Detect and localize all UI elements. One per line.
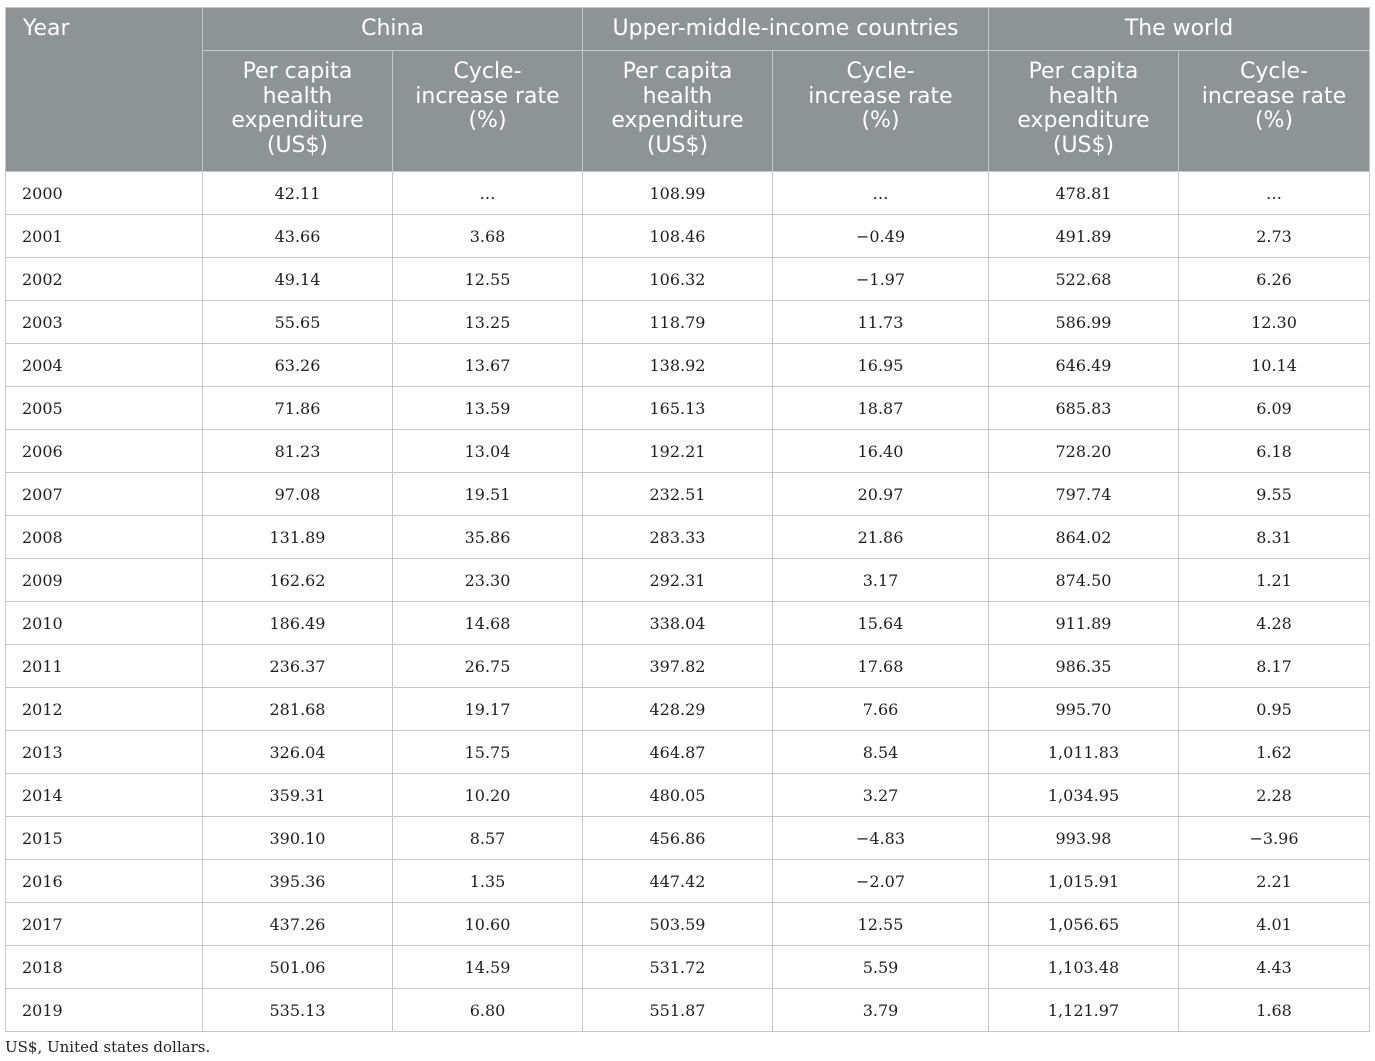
table-row bbox=[6, 215, 1370, 258]
table-cell: 16.40 bbox=[773, 430, 989, 473]
table-cell: 19.51 bbox=[393, 473, 583, 516]
table-cell: 8.54 bbox=[773, 731, 989, 774]
table-cell: 118.79 bbox=[583, 301, 773, 344]
header-text-line: (%) bbox=[1254, 108, 1294, 133]
table-cell: −3.96 bbox=[1179, 817, 1370, 860]
table-cell: 3.27 bbox=[773, 774, 989, 817]
header-text-line: expenditure bbox=[231, 108, 364, 133]
table-cell: 995.70 bbox=[989, 688, 1179, 731]
header-text-line: increase rate bbox=[808, 83, 953, 109]
cell-year: 2009 bbox=[6, 559, 203, 602]
table-row bbox=[6, 258, 1370, 301]
cell-year: 2012 bbox=[6, 688, 203, 731]
header-year: Year bbox=[6, 8, 203, 172]
table-cell: 3.68 bbox=[393, 215, 583, 258]
table-cell: 535.13 bbox=[203, 989, 393, 1032]
table-cell: 1,103.48 bbox=[989, 946, 1179, 989]
table-row bbox=[6, 774, 1370, 817]
table-cell: 1,015.91 bbox=[989, 860, 1179, 903]
table-row bbox=[6, 559, 1370, 602]
table-cell: 15.64 bbox=[773, 602, 989, 645]
table-cell: 7.66 bbox=[773, 688, 989, 731]
header-world-expenditure bbox=[989, 51, 1179, 172]
table-cell: 283.33 bbox=[583, 516, 773, 559]
table-row bbox=[6, 731, 1370, 774]
table-cell: 1.35 bbox=[393, 860, 583, 903]
table-cell: 6.26 bbox=[1179, 258, 1370, 301]
table-cell: 9.55 bbox=[1179, 473, 1370, 516]
table-cell: 10.20 bbox=[393, 774, 583, 817]
cell-year: 2003 bbox=[6, 301, 203, 344]
table-cell: 10.60 bbox=[393, 903, 583, 946]
table-cell: 13.25 bbox=[393, 301, 583, 344]
health-expenditure-table-container bbox=[5, 7, 1369, 1032]
table-cell: 3.79 bbox=[773, 989, 989, 1032]
header-text-line: expenditure bbox=[611, 108, 744, 133]
table-cell: 685.83 bbox=[989, 387, 1179, 430]
table-cell: 551.87 bbox=[583, 989, 773, 1032]
table-row bbox=[6, 430, 1370, 473]
table-row bbox=[6, 903, 1370, 946]
table-row bbox=[6, 516, 1370, 559]
cell-year: 2000 bbox=[6, 172, 203, 215]
table-cell: 13.67 bbox=[393, 344, 583, 387]
header-text-line: health bbox=[262, 83, 333, 109]
table-cell: 4.43 bbox=[1179, 946, 1370, 989]
cell-year: 2017 bbox=[6, 903, 203, 946]
table-cell: 993.98 bbox=[989, 817, 1179, 860]
table-cell: −4.83 bbox=[773, 817, 989, 860]
table-cell: 1.68 bbox=[1179, 989, 1370, 1032]
table-cell: 6.80 bbox=[393, 989, 583, 1032]
table-cell: 2.21 bbox=[1179, 860, 1370, 903]
table-cell: 35.86 bbox=[393, 516, 583, 559]
table-row bbox=[6, 387, 1370, 430]
table-cell: … bbox=[393, 172, 583, 215]
cell-year: 2010 bbox=[6, 602, 203, 645]
table-cell: 14.59 bbox=[393, 946, 583, 989]
table-cell: 13.59 bbox=[393, 387, 583, 430]
table-row bbox=[6, 645, 1370, 688]
table-cell: 531.72 bbox=[583, 946, 773, 989]
table-cell: 1,034.95 bbox=[989, 774, 1179, 817]
header-china-rate bbox=[393, 51, 583, 172]
table-cell: 338.04 bbox=[583, 602, 773, 645]
table-cell: 108.46 bbox=[583, 215, 773, 258]
cell-year: 2006 bbox=[6, 430, 203, 473]
table-cell: 162.62 bbox=[203, 559, 393, 602]
table-cell: 15.75 bbox=[393, 731, 583, 774]
table-cell: 911.89 bbox=[989, 602, 1179, 645]
header-group-china: China bbox=[203, 8, 583, 51]
table-cell: 6.18 bbox=[1179, 430, 1370, 473]
header-text-line: Cycle- bbox=[846, 59, 915, 84]
table-cell: 359.31 bbox=[203, 774, 393, 817]
table-cell: 4.28 bbox=[1179, 602, 1370, 645]
table-cell: 20.97 bbox=[773, 473, 989, 516]
table-cell: 138.92 bbox=[583, 344, 773, 387]
table-cell: 10.14 bbox=[1179, 344, 1370, 387]
table-cell: 55.65 bbox=[203, 301, 393, 344]
header-text-line: (US$) bbox=[266, 132, 329, 158]
table-cell: 390.10 bbox=[203, 817, 393, 860]
header-text-line: Cycle- bbox=[453, 59, 522, 84]
table-cell: 501.06 bbox=[203, 946, 393, 989]
table-cell: 0.95 bbox=[1179, 688, 1370, 731]
table-cell: 11.73 bbox=[773, 301, 989, 344]
table-row bbox=[6, 989, 1370, 1032]
cell-year: 2019 bbox=[6, 989, 203, 1032]
header-text-line: Per capita bbox=[242, 59, 353, 84]
cell-year: 2016 bbox=[6, 860, 203, 903]
table-cell: 23.30 bbox=[393, 559, 583, 602]
table-body bbox=[6, 172, 1370, 1032]
table-cell: 165.13 bbox=[583, 387, 773, 430]
cell-year: 2018 bbox=[6, 946, 203, 989]
header-umic-rate bbox=[773, 51, 989, 172]
header-text-line: (US$) bbox=[646, 132, 709, 158]
table-cell: 437.26 bbox=[203, 903, 393, 946]
table-cell: 586.99 bbox=[989, 301, 1179, 344]
table-cell: 326.04 bbox=[203, 731, 393, 774]
table-row bbox=[6, 172, 1370, 215]
table-cell: 21.86 bbox=[773, 516, 989, 559]
table-cell: 236.37 bbox=[203, 645, 393, 688]
table-cell: 646.49 bbox=[989, 344, 1179, 387]
table-cell: 17.68 bbox=[773, 645, 989, 688]
table-footnote: US$, United states dollars. bbox=[5, 1038, 211, 1056]
header-text-line: (%) bbox=[468, 108, 507, 133]
table-cell: 3.17 bbox=[773, 559, 989, 602]
cell-year: 2013 bbox=[6, 731, 203, 774]
header-text-line: Cycle- bbox=[1239, 59, 1309, 84]
table-cell: 4.01 bbox=[1179, 903, 1370, 946]
table-cell: 428.29 bbox=[583, 688, 773, 731]
table-cell: 464.87 bbox=[583, 731, 773, 774]
table-cell: 2.73 bbox=[1179, 215, 1370, 258]
header-group-world: The world bbox=[989, 8, 1370, 51]
table-cell: 108.99 bbox=[583, 172, 773, 215]
table-cell: 395.36 bbox=[203, 860, 393, 903]
table-cell: −2.07 bbox=[773, 860, 989, 903]
cell-year: 2004 bbox=[6, 344, 203, 387]
header-text-line: increase rate bbox=[1201, 83, 1347, 109]
cell-year: 2014 bbox=[6, 774, 203, 817]
table-cell: 106.32 bbox=[583, 258, 773, 301]
table-cell: 43.66 bbox=[203, 215, 393, 258]
table-cell: 8.31 bbox=[1179, 516, 1370, 559]
header-text-line: expenditure bbox=[1017, 108, 1150, 133]
table-row bbox=[6, 688, 1370, 731]
table-cell: 456.86 bbox=[583, 817, 773, 860]
header-umic-expenditure bbox=[583, 51, 773, 172]
table-cell: 1.62 bbox=[1179, 731, 1370, 774]
cell-year: 2005 bbox=[6, 387, 203, 430]
cell-year: 2002 bbox=[6, 258, 203, 301]
table-cell: 26.75 bbox=[393, 645, 583, 688]
table-cell: 2.28 bbox=[1179, 774, 1370, 817]
table-cell: 8.57 bbox=[393, 817, 583, 860]
table-cell: 12.55 bbox=[773, 903, 989, 946]
table-cell: 81.23 bbox=[203, 430, 393, 473]
header-text-line: health bbox=[642, 83, 713, 109]
table-cell: 728.20 bbox=[989, 430, 1179, 473]
table-cell: 192.21 bbox=[583, 430, 773, 473]
table-cell: 12.55 bbox=[393, 258, 583, 301]
table-cell: 864.02 bbox=[989, 516, 1179, 559]
health-expenditure-table bbox=[5, 7, 1370, 1032]
table-cell: 874.50 bbox=[989, 559, 1179, 602]
table-cell: −0.49 bbox=[773, 215, 989, 258]
header-china-expenditure bbox=[203, 51, 393, 172]
table-row bbox=[6, 817, 1370, 860]
table-cell: 6.09 bbox=[1179, 387, 1370, 430]
table-cell: 63.26 bbox=[203, 344, 393, 387]
table-cell: 522.68 bbox=[989, 258, 1179, 301]
table-cell: 19.17 bbox=[393, 688, 583, 731]
cell-year: 2007 bbox=[6, 473, 203, 516]
table-cell: 292.31 bbox=[583, 559, 773, 602]
header-text-line: (%) bbox=[861, 108, 900, 133]
table-cell: 71.86 bbox=[203, 387, 393, 430]
table-cell: … bbox=[773, 172, 989, 215]
table-cell: 97.08 bbox=[203, 473, 393, 516]
table-row bbox=[6, 860, 1370, 903]
table-row bbox=[6, 301, 1370, 344]
table-row bbox=[6, 473, 1370, 516]
table-cell: 1,056.65 bbox=[989, 903, 1179, 946]
table-cell: 12.30 bbox=[1179, 301, 1370, 344]
table-cell: 49.14 bbox=[203, 258, 393, 301]
table-cell: 1,011.83 bbox=[989, 731, 1179, 774]
table-cell: … bbox=[1179, 172, 1370, 215]
table-row bbox=[6, 946, 1370, 989]
cell-year: 2011 bbox=[6, 645, 203, 688]
table-cell: 42.11 bbox=[203, 172, 393, 215]
table-header bbox=[6, 8, 1370, 172]
header-group-upper-middle-income: Upper-middle-income countries bbox=[583, 8, 989, 51]
table-row bbox=[6, 344, 1370, 387]
cell-year: 2008 bbox=[6, 516, 203, 559]
header-text-line: increase rate bbox=[415, 83, 560, 109]
table-cell: 986.35 bbox=[989, 645, 1179, 688]
header-text-line: health bbox=[1048, 83, 1119, 109]
table-cell: 491.89 bbox=[989, 215, 1179, 258]
table-cell: 186.49 bbox=[203, 602, 393, 645]
table-cell: 13.04 bbox=[393, 430, 583, 473]
header-text-line: (US$) bbox=[1052, 132, 1115, 158]
header-text-line: Per capita bbox=[1028, 59, 1139, 84]
table-cell: 797.74 bbox=[989, 473, 1179, 516]
cell-year: 2001 bbox=[6, 215, 203, 258]
cell-year: 2015 bbox=[6, 817, 203, 860]
table-cell: 478.81 bbox=[989, 172, 1179, 215]
table-cell: 131.89 bbox=[203, 516, 393, 559]
table-cell: 447.42 bbox=[583, 860, 773, 903]
table-cell: 232.51 bbox=[583, 473, 773, 516]
table-cell: 397.82 bbox=[583, 645, 773, 688]
table-cell: 8.17 bbox=[1179, 645, 1370, 688]
table-cell: 14.68 bbox=[393, 602, 583, 645]
table-cell: −1.97 bbox=[773, 258, 989, 301]
table-cell: 503.59 bbox=[583, 903, 773, 946]
table-cell: 18.87 bbox=[773, 387, 989, 430]
table-cell: 281.68 bbox=[203, 688, 393, 731]
header-world-rate bbox=[1179, 51, 1370, 172]
table-row bbox=[6, 602, 1370, 645]
table-cell: 16.95 bbox=[773, 344, 989, 387]
table-cell: 5.59 bbox=[773, 946, 989, 989]
header-text-line: Per capita bbox=[622, 59, 733, 84]
table-cell: 1,121.97 bbox=[989, 989, 1179, 1032]
table-cell: 480.05 bbox=[583, 774, 773, 817]
table-cell: 1.21 bbox=[1179, 559, 1370, 602]
